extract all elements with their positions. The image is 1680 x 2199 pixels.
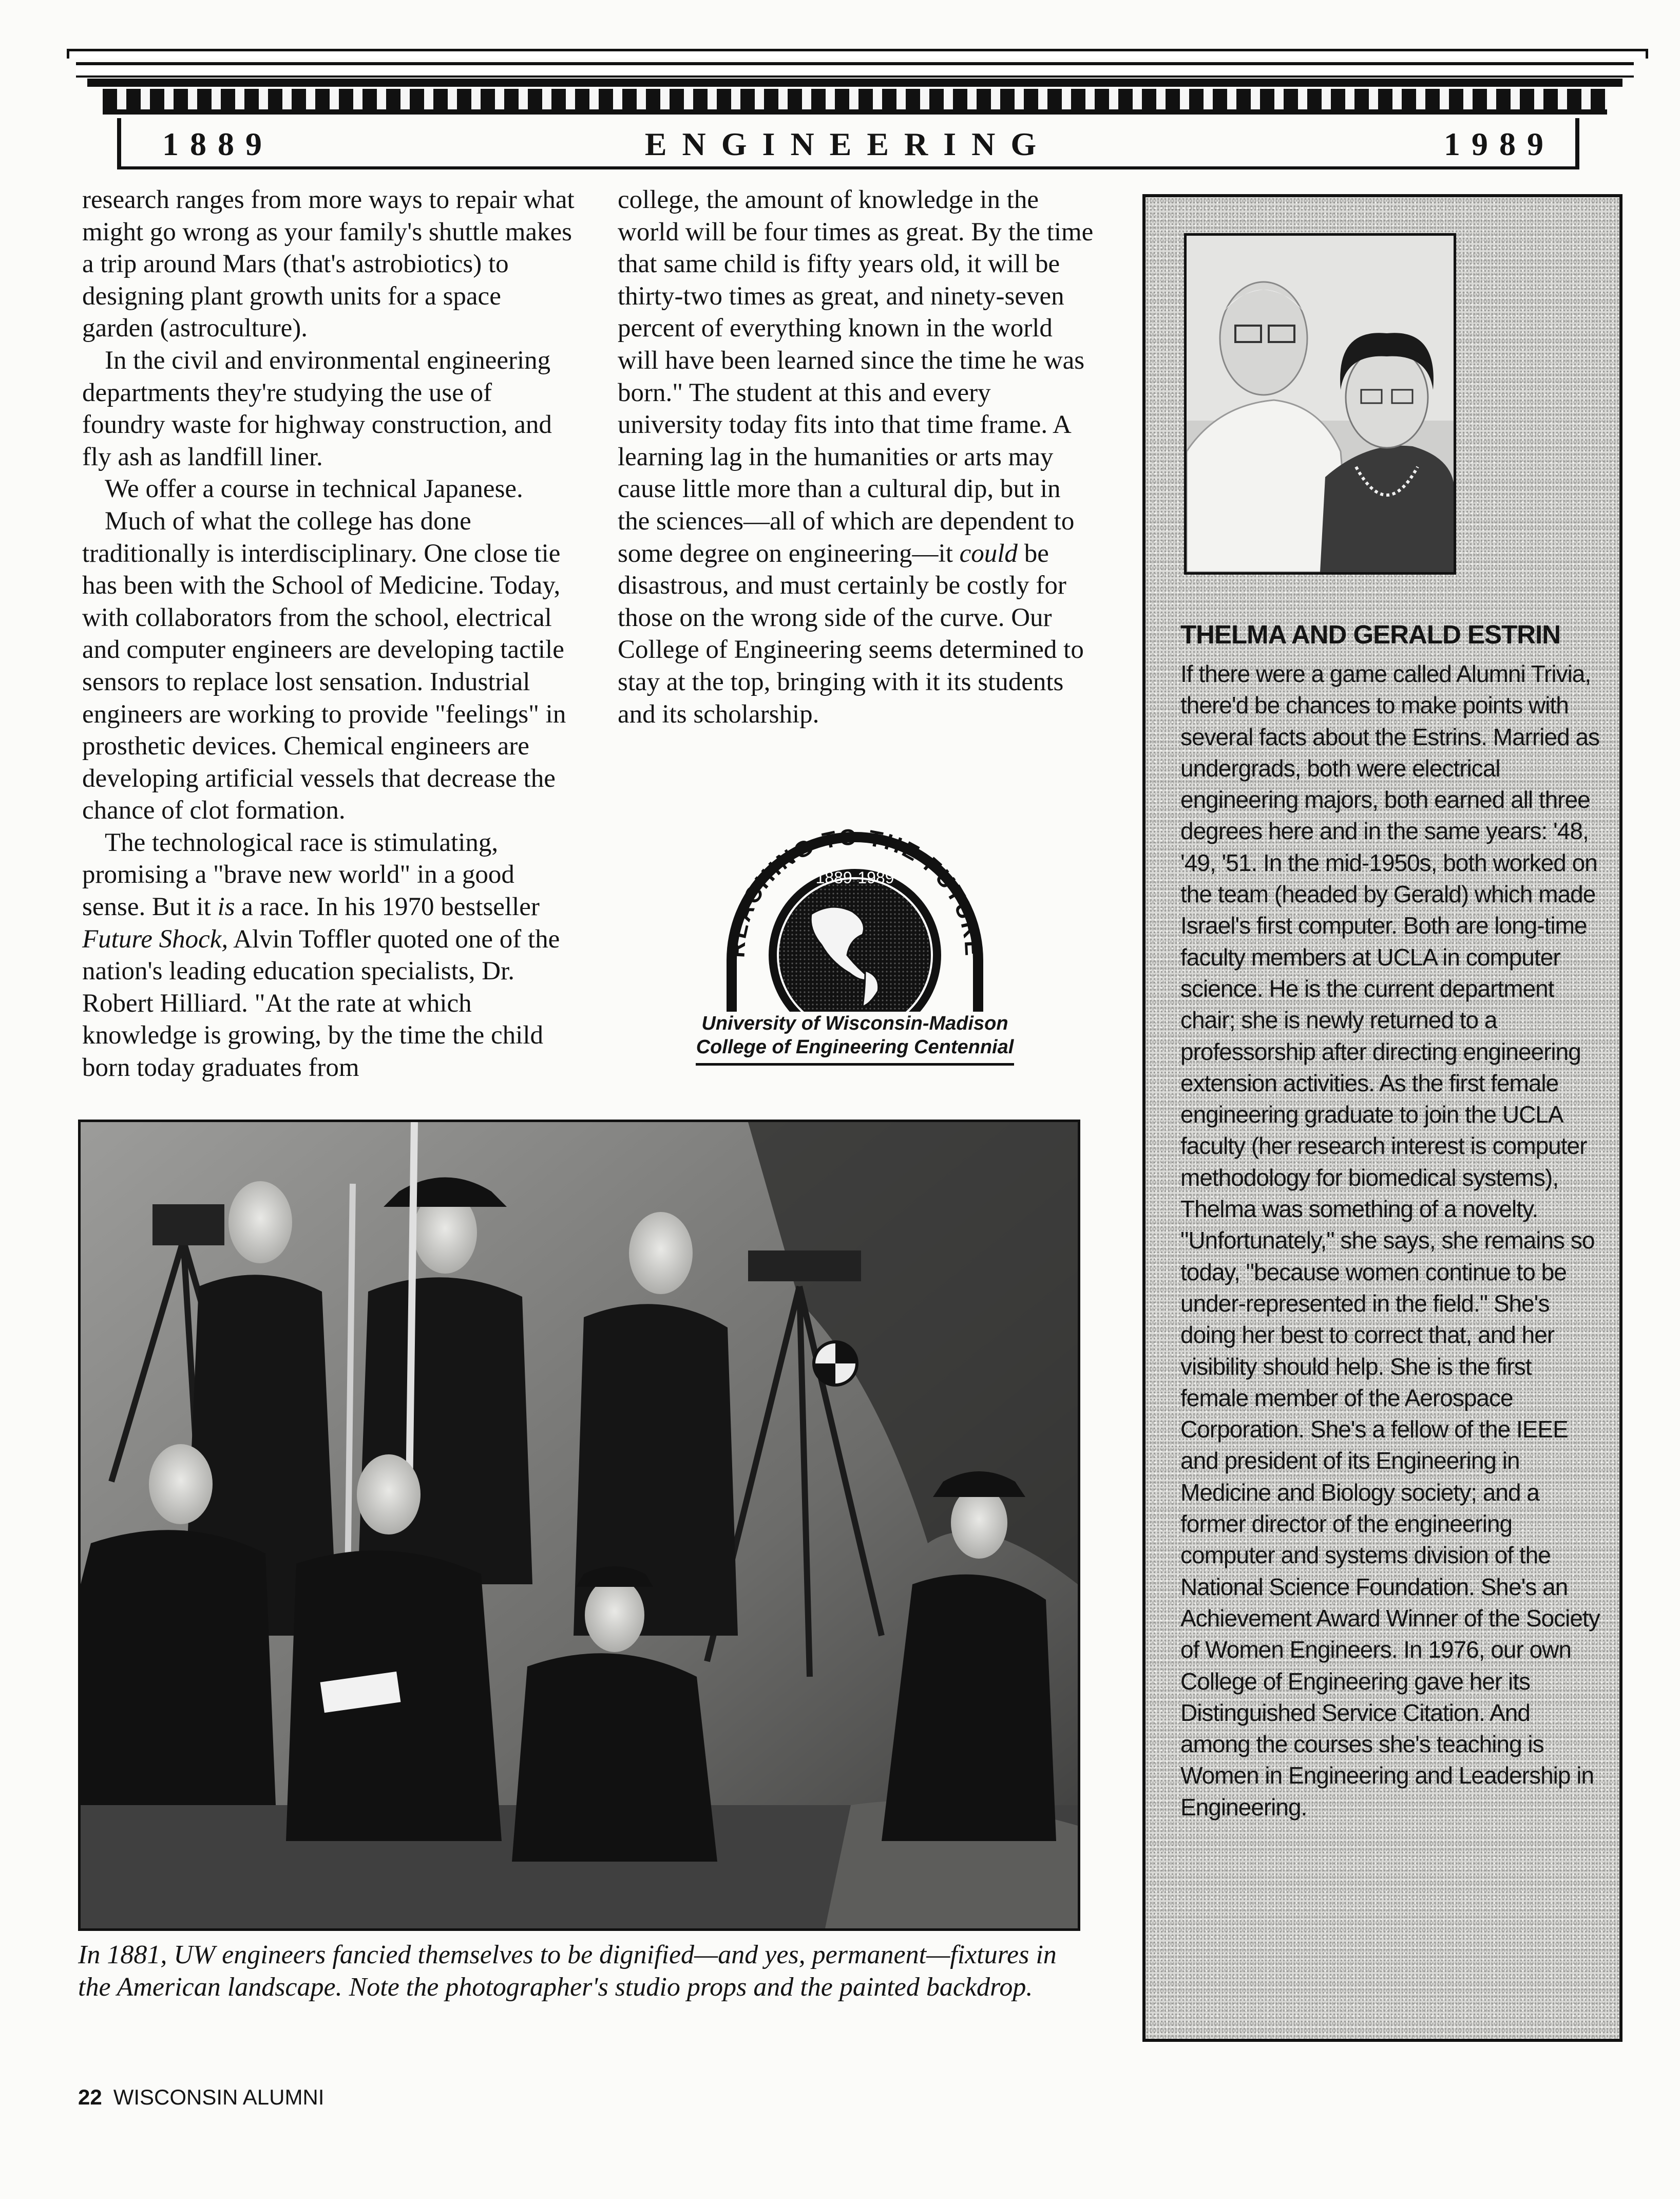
group-photo-illustration: [81, 1122, 1078, 1928]
article-column-1: [82, 184, 575, 1084]
historic-engineers-photo: [78, 1120, 1080, 1931]
estrin-portrait-photo: [1184, 233, 1456, 575]
photo-caption: In 1881, UW engineers fancied themselves to be dignified—and yes, permanent—fixtures in the American landscape. Note the photographer's studio props and the painted backdrop.: [78, 1940, 1057, 2002]
paragraph: research ranges from more ways to repair what might go wrong as your family's shuttle makes a trip around Mars (that's astrobiotics) to designing plant growth units for a space garden (astroculture).: [82, 185, 575, 343]
article-column-2: [618, 184, 1098, 730]
paragraph: The technological race is stimulating, promising a "brave new world" in a good sense. But it is a race. In his 1970 bestseller Future Shock, Alvin Toffler quoted one of the nation's leading education specialists, Dr. Robert Hilliard. "At the rate at which knowledge is growing, by the time the child born today graduates from: [82, 828, 560, 1083]
sidebar-title: THELMA AND GERALD ESTRIN: [1180, 620, 1561, 649]
header-section-title: ENGINEERING: [644, 126, 1052, 162]
header-year-right: 1989: [1444, 126, 1555, 162]
header-cornice-ornament: [67, 49, 1643, 118]
globe-logo-icon: [696, 801, 1014, 1012]
logo-caption: University of Wisconsin-Madison College of Engineering Centennial: [696, 1012, 1014, 1066]
centennial-logo: [696, 801, 1014, 1068]
profile-sidebar: [1142, 194, 1622, 2042]
running-header: [117, 118, 1579, 169]
svg-text:REACHING TO THE FUTURE: REACHING TO THE FUTURE: [724, 824, 986, 959]
sidebar-body-text: If there were a game called Alumni Trivia, there'd be chances to make points with several facts about the Estrins. Married as undergrads, both were electrical engineering majors, both earned all three degrees here and in the same years: '48, '49, '51. In the mid-1950s, both worked on the team (headed by Gerald) which made Israel's first computer. Both are long-time faculty members at UCLA in computer science. He is the current department chair; she is newly returned to a professorship after directing engineering extension activities. As the first female engineering graduate to join the UCLA faculty (her research interest is computer methodology for biomedical systems), Thelma was something of a novelty. "Unfortunately," she says, she remains so today, "because women continue to be under-represented in the field." She's doing her best to correct that, and her visibility should help. She is the first female member of the Aerospace Corporation. She's a fellow of the IEEE and president of its Engineering in Medicine and Biology society; and a former director of the engineering computer and systems division of the National Science Foundation. She's an Achievement Award Winner of the Society of Women Engineers. In 1976, our own College of Engineering gave her its Distinguished Service Citation. And among the courses she's teaching is Women in Engineering and Leadership in Engineering.: [1180, 660, 1600, 1821]
paragraph: college, the amount of knowledge in the world will be four times as great. By the time that same child is fifty years old, it will be thirty-two times as great, and ninety-seven percent of everything known in the world will have been learned since the time he was born." The student at this and every university today fits into that time frame. A learning lag in the humanities or arts may cause little more than a cultural dip, but in the sciences—all of which are dependent to some degree on engineering—it could be disastrous, and must certainly be costly for those on the wrong side of the curve. Our College of Engineering seems determined to stay at the top, bringing with it its students and its scholarship.: [618, 185, 1094, 729]
svg-text:1889-1989: 1889-1989: [815, 868, 894, 887]
paragraph: In the civil and environmental engineering departments they're studying the use of foundry waste for highway construction, and fly ash as landfill liner.: [82, 346, 552, 471]
paragraph: We offer a course in technical Japanese.: [105, 475, 523, 504]
paragraph: Much of what the college has done traditionally is interdisciplinary. One close tie has been with the School of Medicine. Today, with collaborators from the school, electrical and computer engineers are developing tactile sensors to replace lost sensation. Industrial engineers are working to provide "feelings" in prosthetic devices. Chemical engineers are developing artificial vessels that decrease the chance of clot formation.: [82, 506, 566, 825]
publication-name: WISCONSIN ALUMNI: [113, 2085, 324, 2109]
page-footer: [78, 2085, 324, 2110]
page-number: 22: [78, 2085, 102, 2109]
portrait-illustration: [1187, 236, 1454, 572]
header-year-left: 1889: [162, 126, 273, 162]
